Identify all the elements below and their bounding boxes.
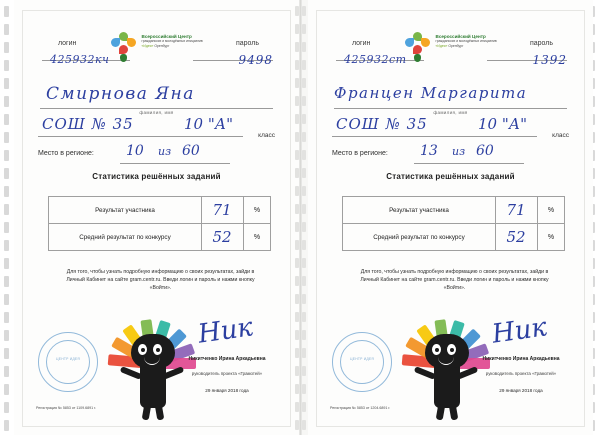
class-value: 10 "А" — [477, 115, 527, 133]
participant-result-cell — [495, 197, 538, 223]
organization-logo — [109, 30, 205, 70]
name-rule — [40, 108, 273, 109]
organization-logo — [403, 30, 499, 70]
login-label: логин — [58, 40, 77, 47]
certificate-right — [308, 0, 593, 435]
logo-text: Всероссийский Центр гражданских и молодёжных инициатив «Идея» Оренбург — [141, 34, 203, 48]
password-value: 9498 — [238, 53, 273, 67]
instructions-text: Для того, чтобы узнать подробную информацию о своих результатах, зайди в Личный Кабинет на сайте gram.centr.ru. Введи логин и пароль и нажми кнопку «Войти». — [66, 269, 255, 291]
region-place-of: из — [452, 145, 466, 158]
name-caption: фамилия, имя — [139, 110, 174, 115]
region-place-label: Место в регионе: — [38, 150, 94, 157]
average-result-percent: % — [253, 233, 261, 241]
region-place-rule — [414, 163, 524, 164]
region-place-rank: 13 — [420, 143, 438, 159]
statistics-title: Статистика решённых заданий — [92, 172, 221, 181]
region-place-rank: 10 — [126, 143, 144, 159]
school-value: СОШ № 35 — [336, 115, 428, 133]
signature-date: 29 января 2018 года — [499, 388, 543, 393]
password-label: пароль — [529, 40, 553, 47]
average-result-label: Средний результат по конкурсу — [49, 224, 202, 250]
login-label: логин — [352, 40, 371, 47]
average-result-label: Средний результат по конкурсу — [343, 224, 496, 250]
school-rule — [38, 136, 243, 137]
class-label: класс — [258, 132, 275, 139]
average-result-value: 52 — [212, 228, 232, 246]
illustration-area — [308, 310, 593, 420]
mascot-illustration — [100, 312, 210, 416]
signature-date: 29 января 2018 года — [205, 388, 249, 393]
participant-result-label: Результат участника — [343, 197, 496, 223]
participant-result-value: 71 — [506, 201, 526, 219]
table-row — [343, 224, 564, 250]
participant-result-percent: % — [547, 206, 555, 214]
participant-result-cell — [201, 197, 244, 223]
region-place-row — [36, 143, 277, 166]
handwritten-signature: Ник — [490, 312, 549, 350]
name-caption: фамилия, имя — [433, 110, 468, 115]
signatory-name: Никитченко Ирина Аркадьевна — [188, 356, 266, 362]
participant-result-percent: % — [253, 206, 261, 214]
registration-number: Регистрация № 5853 от 1109.6891 г. — [36, 406, 97, 410]
handwritten-signature: Ник — [196, 312, 255, 350]
mascot-illustration — [394, 312, 504, 416]
participant-result-value: 71 — [212, 201, 232, 219]
region-place-row — [330, 143, 571, 166]
class-label: класс — [552, 132, 569, 139]
average-result-percent: % — [547, 233, 555, 241]
statistics-table — [48, 196, 271, 251]
region-place-total: 60 — [182, 143, 200, 159]
student-name-value: Францен Маргарита — [334, 84, 528, 102]
participant-result-label: Результат участника — [49, 197, 202, 223]
certificate-left — [14, 0, 299, 435]
instructions-text: Для того, чтобы узнать подробную информацию о своих результатах, зайди в Личный Кабинет на сайте gram.centr.ru. Введи логин и пароль и нажми кнопку «Войти». — [360, 269, 549, 291]
table-row — [49, 197, 270, 224]
illustration-area — [14, 310, 299, 420]
leaf-logo-icon — [109, 32, 139, 62]
official-stamp — [332, 332, 392, 392]
region-place-rule — [120, 163, 230, 164]
stamp-text: ЦЕНТР ИДЕЯ — [56, 357, 80, 361]
student-name-value: Смирнова Яна — [46, 84, 195, 104]
mascot-arm-left — [120, 366, 143, 380]
login-value: 425932ст — [344, 53, 407, 66]
signatory-name: Никитченко Ирина Аркадьевна — [482, 356, 560, 362]
average-result-cell — [495, 224, 538, 250]
school-row — [330, 115, 571, 140]
perforation-strip-left — [0, 0, 14, 435]
statistics-table — [342, 196, 565, 251]
official-stamp — [38, 332, 98, 392]
class-value: 10 "А" — [183, 115, 233, 133]
password-label: пароль — [235, 40, 259, 47]
name-rule — [334, 108, 567, 109]
stamp-text: ЦЕНТР ИДЕЯ — [350, 357, 374, 361]
signatory-role: руководитель проекта «Грамотей» — [191, 371, 263, 376]
leaf-logo-icon — [403, 32, 433, 62]
average-result-value: 52 — [506, 228, 526, 246]
login-value: 425932кч — [50, 53, 110, 66]
region-place-label: Место в регионе: — [332, 150, 388, 157]
region-place-total: 60 — [476, 143, 494, 159]
table-row — [343, 197, 564, 224]
table-row — [49, 224, 270, 250]
registration-number: Регистрация № 5853 от 1204.6891 г. — [330, 406, 391, 410]
signatory-role: руководитель проекта «Грамотей» — [485, 371, 557, 376]
average-result-cell — [201, 224, 244, 250]
region-place-of: из — [158, 145, 172, 158]
statistics-title: Статистика решённых заданий — [386, 172, 515, 181]
logo-text: Всероссийский Центр гражданских и молодёжных инициатив «Идея» Оренбург — [435, 34, 497, 48]
mascot-arm-left — [414, 366, 437, 380]
school-rule — [332, 136, 537, 137]
center-fold — [299, 0, 302, 435]
school-row — [36, 115, 277, 140]
password-value: 1392 — [532, 53, 567, 67]
school-value: СОШ № 35 — [42, 115, 134, 133]
